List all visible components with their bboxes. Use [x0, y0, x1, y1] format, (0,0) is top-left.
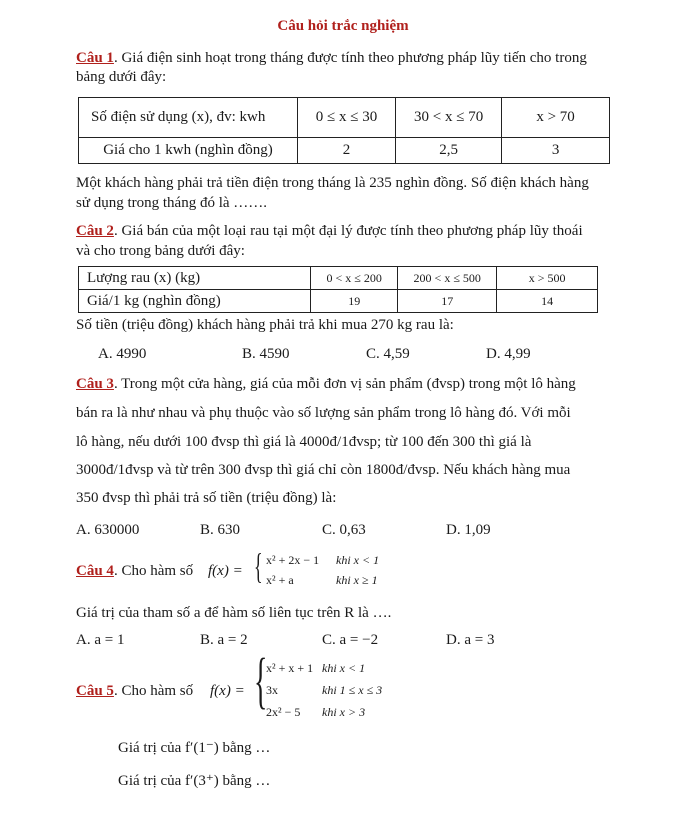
q2-text-line1: . Giá bán của một loại rau tại một đại lý được tính theo phương pháp lũy thoái [113, 223, 583, 239]
q3-line5: 350 đvsp thì phải trả số tiền (triệu đồng) là: [76, 490, 337, 506]
q2-table-cell: 0 < x ≤ 200 [311, 267, 398, 290]
q5-func-label: f(x) = [210, 683, 245, 699]
q4-case1-expr: x² + 2x − 1 [266, 553, 320, 567]
q2-table-cell: Lượng rau (x) (kg) [79, 267, 311, 290]
document-title: Câu hỏi trắc nghiệm [277, 18, 409, 34]
q3-line2: bán ra là như nhau và phụ thuộc vào số lượng sản phẩm trong lô hàng đó. Với mỗi [76, 405, 571, 421]
q2-table-row [79, 267, 598, 290]
q2-choice-a[interactable]: A. 4990 [98, 346, 147, 362]
q4-choice-a[interactable]: A. a = 1 [76, 632, 125, 648]
q2-label: Câu 2 [76, 223, 114, 239]
q4-func-label: f(x) = [208, 563, 243, 579]
q5-intro [76, 683, 193, 700]
q5-brace: { [254, 647, 268, 715]
q1-text-line1: . Giá điện sinh hoạt trong tháng được tính theo phương pháp lũy tiến cho trong [113, 50, 587, 66]
q2-table-cell: Giá/1 kg (nghìn đồng) [79, 290, 311, 313]
q5-case3-expr: 2x² − 5 [266, 705, 301, 719]
q1-table-row [79, 138, 610, 164]
q4-brace: { [254, 546, 263, 586]
q5-label: Câu 5 [76, 683, 114, 699]
q5-case1-cond [322, 661, 365, 676]
q4-func-name [208, 563, 243, 580]
q2-table-cell: 14 [497, 290, 598, 313]
q2-price-table [78, 266, 598, 313]
q4-choice-c[interactable]: C. a = −2 [322, 632, 379, 648]
q5-case2-expr: 3x [266, 683, 278, 697]
q5-line-b: Giá trị của f′(3⁺) bằng … [118, 773, 271, 789]
q2-table-cell: 19 [311, 290, 398, 313]
q2-table-cell: 200 < x ≤ 500 [398, 267, 497, 290]
q4-intro [76, 563, 193, 580]
q1-table-cell: 30 < x ≤ 70 [396, 98, 502, 138]
q1-table-cell: Giá cho 1 kwh (nghìn đồng) [79, 138, 298, 164]
q3-choices [0, 522, 686, 542]
q3-choice-a[interactable]: A. 630000 [76, 522, 140, 538]
q3-line4: 3000đ/1đvsp và từ trên 300 đvsp thì giá chỉ còn 1800đ/đvsp. Nếu khách hàng mua [76, 462, 571, 478]
q1-table-cell: 0 ≤ x ≤ 30 [297, 98, 395, 138]
q5-case2-cond-text: khi 1 ≤ x ≤ 3 [322, 683, 383, 697]
q3-line3: lô hàng, nếu dưới 100 đvsp thì giá là 4000đ/1đvsp; từ 100 đến 300 thì giá là [76, 434, 532, 450]
q4-intro-text: . Cho hàm số [113, 563, 194, 579]
q3-choice-c[interactable]: C. 0,63 [322, 522, 366, 538]
q3-text-line1: . Trong một cửa hàng, giá của mỗi đơn vị sản phẩm (đvsp) trong một lô hàng [113, 376, 576, 392]
q2-table-cell: x > 500 [497, 267, 598, 290]
q4-choice-b[interactable]: B. a = 2 [200, 632, 248, 648]
q3-choice-b[interactable]: B. 630 [200, 522, 241, 538]
q1-table-cell: 3 [502, 138, 610, 164]
q1-text-line2: bảng dưới đây: [76, 69, 167, 85]
q5-intro-text: . Cho hàm số [113, 683, 194, 699]
q5-func-name [210, 683, 245, 700]
q2-after-line1: Số tiền (triệu đồng) khách hàng phải trả khi mua 270 kg rau là: [76, 317, 454, 333]
q4-case1-cond [336, 553, 379, 568]
q3-choice-d[interactable]: D. 1,09 [446, 522, 491, 538]
q5-case3-cond-text: khi x > 3 [322, 705, 366, 719]
q2-intro-line1 [76, 223, 583, 240]
q2-table-cell: 17 [398, 290, 497, 313]
q1-table-cell: 2 [297, 138, 395, 164]
q1-table-row [79, 98, 610, 138]
q4-case1-cond-text: khi x < 1 [336, 553, 380, 567]
q2-choice-c[interactable]: C. 4,59 [366, 346, 410, 362]
q1-price-table [78, 97, 610, 164]
q5-case1-cond-text: khi x < 1 [322, 661, 366, 675]
q1-table-cell: Số điện sử dụng (x), đv: kwh [79, 98, 298, 138]
q2-text-line2: và cho trong bảng dưới đây: [76, 243, 245, 259]
q2-table-row [79, 290, 598, 313]
q2-choices [0, 346, 686, 366]
q3-label: Câu 3 [76, 376, 114, 392]
q5-line-a: Giá trị của f′(1⁻) bằng … [118, 740, 271, 756]
q4-question: Giá trị của tham số a để hàm số liên tục trên R là …. [76, 605, 392, 621]
q1-label: Câu 1 [76, 50, 114, 66]
q4-case2-expr: x² + a [266, 573, 294, 587]
q5-case1-expr: x² + x + 1 [266, 661, 314, 675]
q1-intro-line1 [76, 50, 587, 67]
q4-case2-cond [336, 573, 378, 588]
q5-case2-cond [322, 683, 382, 698]
q2-choice-d[interactable]: D. 4,99 [486, 346, 531, 362]
q1-after-line2: sử dụng trong tháng đó là ……. [76, 195, 268, 211]
q4-choices [0, 632, 686, 652]
q1-table-cell: x > 70 [502, 98, 610, 138]
q2-choice-b[interactable]: B. 4590 [242, 346, 290, 362]
q1-after-line1: Một khách hàng phải trả tiền điện trong tháng là 235 nghìn đồng. Số điện khách hàng [76, 175, 589, 191]
q1-table-cell: 2,5 [396, 138, 502, 164]
q5-case3-cond [322, 705, 365, 720]
q4-case2-cond-text: khi x ≥ 1 [336, 573, 378, 587]
q3-line1 [76, 376, 576, 393]
q4-choice-d[interactable]: D. a = 3 [446, 632, 495, 648]
q4-label: Câu 4 [76, 563, 114, 579]
